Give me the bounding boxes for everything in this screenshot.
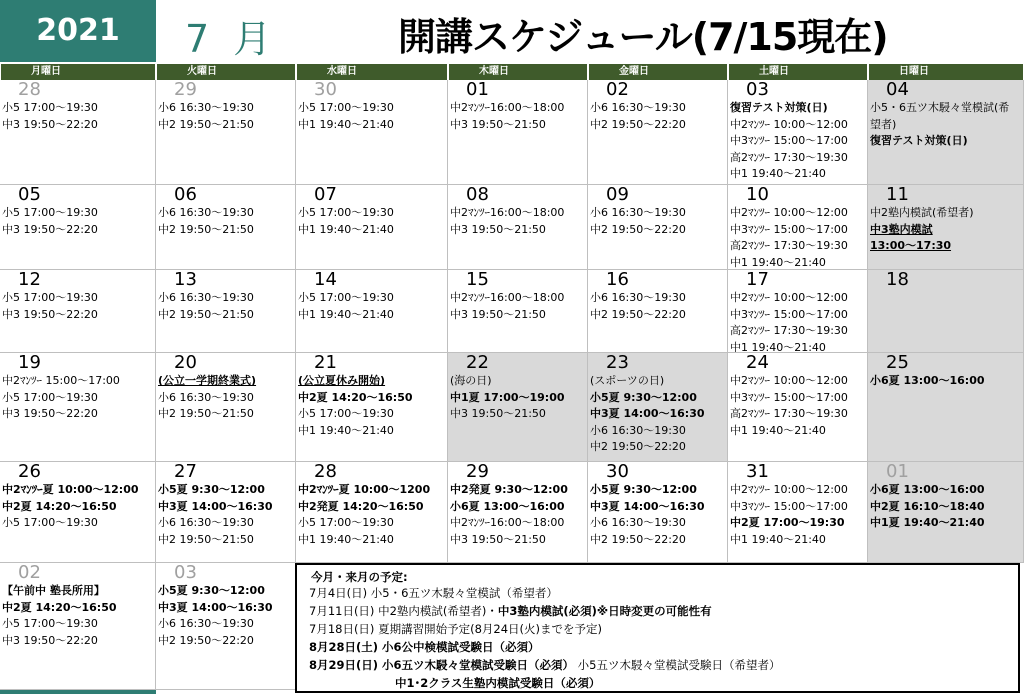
schedule-entry: 中2夏 17:00～19:30 [730,516,845,529]
calendar-day-cell [728,185,868,270]
month-label: 7 月 [185,17,278,61]
schedule-entry: 小5 17:00～19:30 [2,617,98,630]
schedule-entry: 中2 19:50～22:20 [590,117,686,131]
calendar-day-cell [156,353,296,462]
calendar-day-cell [156,270,296,353]
day-number: 29 [466,462,489,482]
schedule-entry: 小5 17:00～19:30 [298,407,394,420]
schedule-entry: 中3 19:50～21:50 [450,222,546,236]
schedule-entry: 小6 16:30～19:30 [590,101,686,114]
schedule-entry: 中1 19:40～21:40 [298,222,394,236]
day-number: 30 [314,80,337,100]
calendar-day-cell [296,185,448,270]
weekday-header-row [0,64,1024,80]
day-number: 24 [746,353,769,373]
weekday-header: 木曜日 [449,64,587,80]
schedule-entry: 中2ﾏﾝﾂｰ16:00～18:00 [450,516,565,529]
day-number: 06 [174,185,197,205]
schedule-entry: 小5 17:00～19:30 [2,206,98,219]
schedule-entry: 中1 19:40～21:40 [298,307,394,321]
day-number: 11 [886,185,909,205]
schedule-entry: 中3 19:50～21:50 [450,407,546,420]
calendar-day-cell [868,80,1024,185]
schedule-entry: 小5 17:00～19:30 [2,101,98,114]
calendar-day-cell [728,353,868,462]
day-number: 10 [746,185,769,205]
schedule-entry: 小5 17:00～19:30 [298,101,394,114]
schedule-entry: (公立夏休み開始) [298,374,386,387]
schedule-entry: 小5 17:00～19:30 [2,516,98,529]
schedule-entry: 中3 19:50～22:20 [2,222,98,236]
schedule-entry: 復習テスト対策(日) [730,101,828,114]
schedule-line-text: 8月29日(日) 小6五ツ木駸々堂模試受験日（必須） [309,658,575,672]
schedule-line-text: 7月11日(日) 中2塾内模試(希望者)・ [309,604,498,618]
schedule-line-text: 7月4日(日) 小5・6五ツ木駸々堂模試（希望者） [309,586,558,600]
day-number: 01 [886,462,909,482]
schedule-entry: 中1 19:40～21:40 [298,423,394,437]
schedule-entry: 中3 19:50～22:20 [2,407,98,420]
schedule-entry: 小5夏 9:30～12:00 [590,483,697,496]
calendar-day-cell [868,462,1024,563]
day-number: 05 [18,185,41,205]
weekday-header: 日曜日 [869,64,1023,80]
day-number: 26 [18,462,41,482]
schedule-entry: 中2夏 16:10～18:40 [870,499,985,513]
schedule-entry: 中3夏 14:00～16:30 [158,600,273,614]
schedule-entry: 小6 16:30～19:30 [158,516,254,529]
weekday-header: 土曜日 [729,64,867,80]
schedule-entry: 高2ﾏﾝﾂｰ 17:30～19:30 [730,324,848,337]
upcoming-schedule-box [295,563,1020,693]
calendar-day-cell [448,270,588,353]
schedule-entry: 小5夏 9:30～12:00 [158,584,265,597]
schedule-entry: 小6 16:30～19:30 [590,291,686,304]
schedule-line [309,639,540,655]
schedule-entry: 中2発夏 9:30～12:00 [450,483,568,496]
schedule-entry: 中1 19:40～21:40 [730,532,826,546]
schedule-entry: 小6 16:30～19:30 [590,423,686,437]
schedule-entry: 中1夏 19:40～21:40 [870,516,985,529]
day-number: 30 [606,462,629,482]
schedule-entry: 中2 19:50～22:20 [158,633,254,647]
day-number: 28 [18,80,41,100]
schedule-entry: 小6 16:30～19:30 [158,291,254,304]
schedule-entry: 小5・6五ツ木駸々堂模試(希 [870,101,1010,114]
schedule-entry: 中3塾内模試 [870,222,933,236]
schedule-entry: 高2ﾏﾝﾂｰ 17:30～19:30 [730,150,848,164]
calendar-day-cell [728,462,868,563]
schedule-entry: 中3 19:50～22:20 [2,307,98,321]
schedule-entry: 小6 16:30～19:30 [590,206,686,219]
day-number: 29 [174,80,197,100]
schedule-entry: 小5 17:00～19:30 [298,206,394,219]
schedule-line [309,603,712,619]
schedule-entry: 中2 19:50～22:20 [590,222,686,236]
schedule-entry: 中2夏 14:20～16:50 [2,499,117,513]
day-number: 02 [18,563,41,583]
schedule-entry: 中2ﾏﾝﾂｰ16:00～18:00 [450,206,565,219]
day-number: 17 [746,270,769,290]
schedule-entry: 中1 19:40～21:40 [298,117,394,131]
schedule-entry: 中3夏 14:00～16:30 [590,499,705,513]
day-number: 19 [18,353,41,373]
schedule-entry: 小6夏 13:00～16:00 [870,374,985,387]
calendar-day-cell [0,270,156,353]
calendar-day-cell [156,80,296,185]
schedule-entry: 中2ﾏﾝﾂｰ 15:00～17:00 [2,374,120,387]
schedule-entry: 小5夏 9:30～12:00 [590,390,697,404]
schedule-entry: 小6 16:30～19:30 [158,390,254,404]
calendar-day-cell [448,185,588,270]
calendar-day-cell [728,80,868,185]
day-number: 04 [886,80,909,100]
schedule-entry: 中2発夏 14:20～16:50 [298,499,424,513]
day-number: 13 [174,270,197,290]
day-number: 07 [314,185,337,205]
schedule-entry: 中3 19:50～21:50 [450,532,546,546]
schedule-entry: 中3ﾏﾝﾂｰ 15:00～17:00 [730,499,848,513]
schedule-entry: 中2 19:50～21:50 [158,117,254,131]
schedule-entry: 中1 19:40～21:40 [730,167,826,180]
day-number: 14 [314,270,337,290]
day-number: 28 [314,462,337,482]
calendar-day-cell [588,353,728,462]
schedule-entry: 中2ﾏﾝﾂｰ夏 10:00～1200 [298,483,431,496]
schedule-entry: 中1 19:40～21:40 [730,423,826,437]
schedule-entry: (スポーツの日) [590,374,665,387]
calendar-day-cell [156,185,296,270]
schedule-entry: 高2ﾏﾝﾂｰ 17:30～19:30 [730,407,848,420]
schedule-entry: 中2ﾏﾝﾂｰ16:00～18:00 [450,101,565,114]
calendar-day-cell [0,462,156,563]
schedule-line-text: 8月28日(土) 小6公中検模試受験日（必須） [309,640,540,654]
calendar-day-cell [868,270,1024,353]
schedule-entry: 小5夏 9:30～12:00 [158,483,265,496]
schedule-entry: 小5 17:00～19:30 [2,291,98,304]
schedule-entry: 中1 19:40～21:40 [730,340,826,353]
calendar-day-cell [156,462,296,563]
schedule-entry: 中2 19:50～22:20 [590,307,686,321]
schedule-line-text: 中1･2クラス生塾内模試受験日（必須） [395,676,601,690]
calendar-day-cell [868,353,1024,462]
schedule-entry: 中1 19:40～21:40 [298,532,394,546]
schedule-entry: 【午前中 塾長所用】 [2,584,105,597]
schedule-entry: 13:00～17:30 [870,239,952,252]
schedule-entry: 小6 16:30～19:30 [590,516,686,529]
schedule-entry: 小6夏 13:00～16:00 [870,483,985,496]
schedule-entry: 中2 19:50～21:50 [158,307,254,321]
schedule-entry: 中3ﾏﾝﾂｰ 15:00～17:00 [730,134,848,147]
schedule-entry: 中2ﾏﾝﾂｰ 10:00～12:00 [730,291,848,304]
schedule-line-text: 中3塾内模試(必須)※日時変更の可能性有 [497,604,712,618]
day-number: 16 [606,270,629,290]
weekday-header: 月曜日 [1,64,155,80]
calendar-day-cell [588,462,728,563]
calendar-day-cell [0,80,156,185]
schedule-entry: 中2 19:50～22:20 [590,440,686,453]
schedule-entry: 中2塾内模試(希望者) [870,206,974,219]
day-number: 03 [746,80,769,100]
schedule-line [309,657,781,673]
schedule-entry: 中2 19:50～22:20 [590,532,686,546]
schedule-entry: 中3ﾏﾝﾂｰ 15:00～17:00 [730,222,848,236]
calendar-day-cell [296,462,448,563]
day-number: 01 [466,80,489,100]
schedule-line-text: 小5五ツ木駸々堂模試受験日（希望者） [574,658,781,672]
schedule-entry: 中2ﾏﾝﾂｰ 10:00～12:00 [730,374,848,387]
day-number: 25 [886,353,909,373]
calendar-day-cell [296,270,448,353]
day-number: 22 [466,353,489,373]
page-title: 開講スケジュール(7/15現在) [398,15,888,59]
schedule-entry: 中3 19:50～21:50 [450,117,546,131]
schedule-entry: 小6 16:30～19:30 [158,617,254,630]
calendar-day-cell [588,80,728,185]
day-number: 21 [314,353,337,373]
calendar-day-cell [448,462,588,563]
schedule-line-text: 7月18日(日) 夏期講習開始予定(8月24日(火)までを予定) [309,622,602,636]
calendar-day-cell [156,563,296,690]
day-number: 31 [746,462,769,482]
schedule-entry: 小6夏 13:00～16:00 [450,499,565,513]
schedule-entry: 中3ﾏﾝﾂｰ 15:00～17:00 [730,390,848,404]
schedule-entry: 望者) [870,117,897,131]
day-number: 03 [174,563,197,583]
calendar-day-cell [728,270,868,353]
schedule-entry: 中3 19:50～22:20 [2,633,98,647]
schedule-entry: 中2 19:50～21:50 [158,532,254,546]
schedule-entry: 中3ﾏﾝﾂｰ 15:00～17:00 [730,307,848,321]
day-number: 20 [174,353,197,373]
schedule-entry: 復習テスト対策(日) [870,134,968,147]
day-number: 23 [606,353,629,373]
schedule-entry: 小5 17:00～19:30 [298,291,394,304]
calendar-day-cell [588,185,728,270]
schedule-entry: 小5 17:00～19:30 [298,516,394,529]
day-number: 15 [466,270,489,290]
schedule-entry: 高2ﾏﾝﾂｰ 17:30～19:30 [730,239,848,252]
schedule-entry: 中1夏 17:00～19:00 [450,390,565,404]
schedule-entry: (公立一学期終業式) [158,374,257,387]
year-header: 2021 [0,0,156,62]
weekday-header: 火曜日 [157,64,295,80]
calendar-day-cell [0,353,156,462]
calendar-day-cell [0,563,156,690]
schedule-line [395,675,600,691]
schedule-entry: 中3夏 14:00～16:30 [590,407,705,420]
schedule-entry: (海の日) [450,374,492,387]
schedule-heading: 今月・来月の予定: [311,570,408,584]
day-number: 09 [606,185,629,205]
calendar-day-cell [296,353,448,462]
schedule-entry: 中1 19:40～21:40 [730,255,826,269]
calendar-day-cell [296,80,448,185]
calendar-day-cell [0,185,156,270]
calendar-day-cell [588,270,728,353]
schedule-entry: 中3夏 14:00～16:30 [158,499,273,513]
schedule-line [309,621,602,637]
schedule-entry: 中2ﾏﾝﾂｰ 10:00～12:00 [730,206,848,219]
day-number: 18 [886,270,909,290]
schedule-entry: 中2夏 14:20～16:50 [2,600,117,614]
weekday-header: 金曜日 [589,64,727,80]
day-number: 12 [18,270,41,290]
day-number: 27 [174,462,197,482]
schedule-entry: 中2ﾏﾝﾂｰ 10:00～12:00 [730,483,848,496]
schedule-entry: 中2 19:50～21:50 [158,407,254,420]
schedule-entry: 中2夏 14:20～16:50 [298,390,413,404]
schedule-entry: 中2ﾏﾝﾂｰ16:00～18:00 [450,291,565,304]
schedule-entry: 中3 19:50～21:50 [450,307,546,321]
weekday-header: 水曜日 [297,64,447,80]
schedule-entry: 中2 19:50～21:50 [158,222,254,236]
schedule-entry: 中3 19:50～22:20 [2,117,98,131]
schedule-entry: 小5 17:00～19:30 [2,390,98,404]
calendar-day-cell [868,185,1024,270]
schedule-entry: 小6 16:30～19:30 [158,101,254,114]
day-number: 02 [606,80,629,100]
calendar-day-cell [448,80,588,185]
schedule-line [309,585,558,601]
schedule-entry: 中2ﾏﾝﾂｰ夏 10:00～12:00 [2,483,139,496]
calendar-day-cell [448,353,588,462]
bottom-accent-bar [0,690,156,694]
day-number: 08 [466,185,489,205]
schedule-entry: 中2ﾏﾝﾂｰ 10:00～12:00 [730,117,848,131]
schedule-entry: 小6 16:30～19:30 [158,206,254,219]
